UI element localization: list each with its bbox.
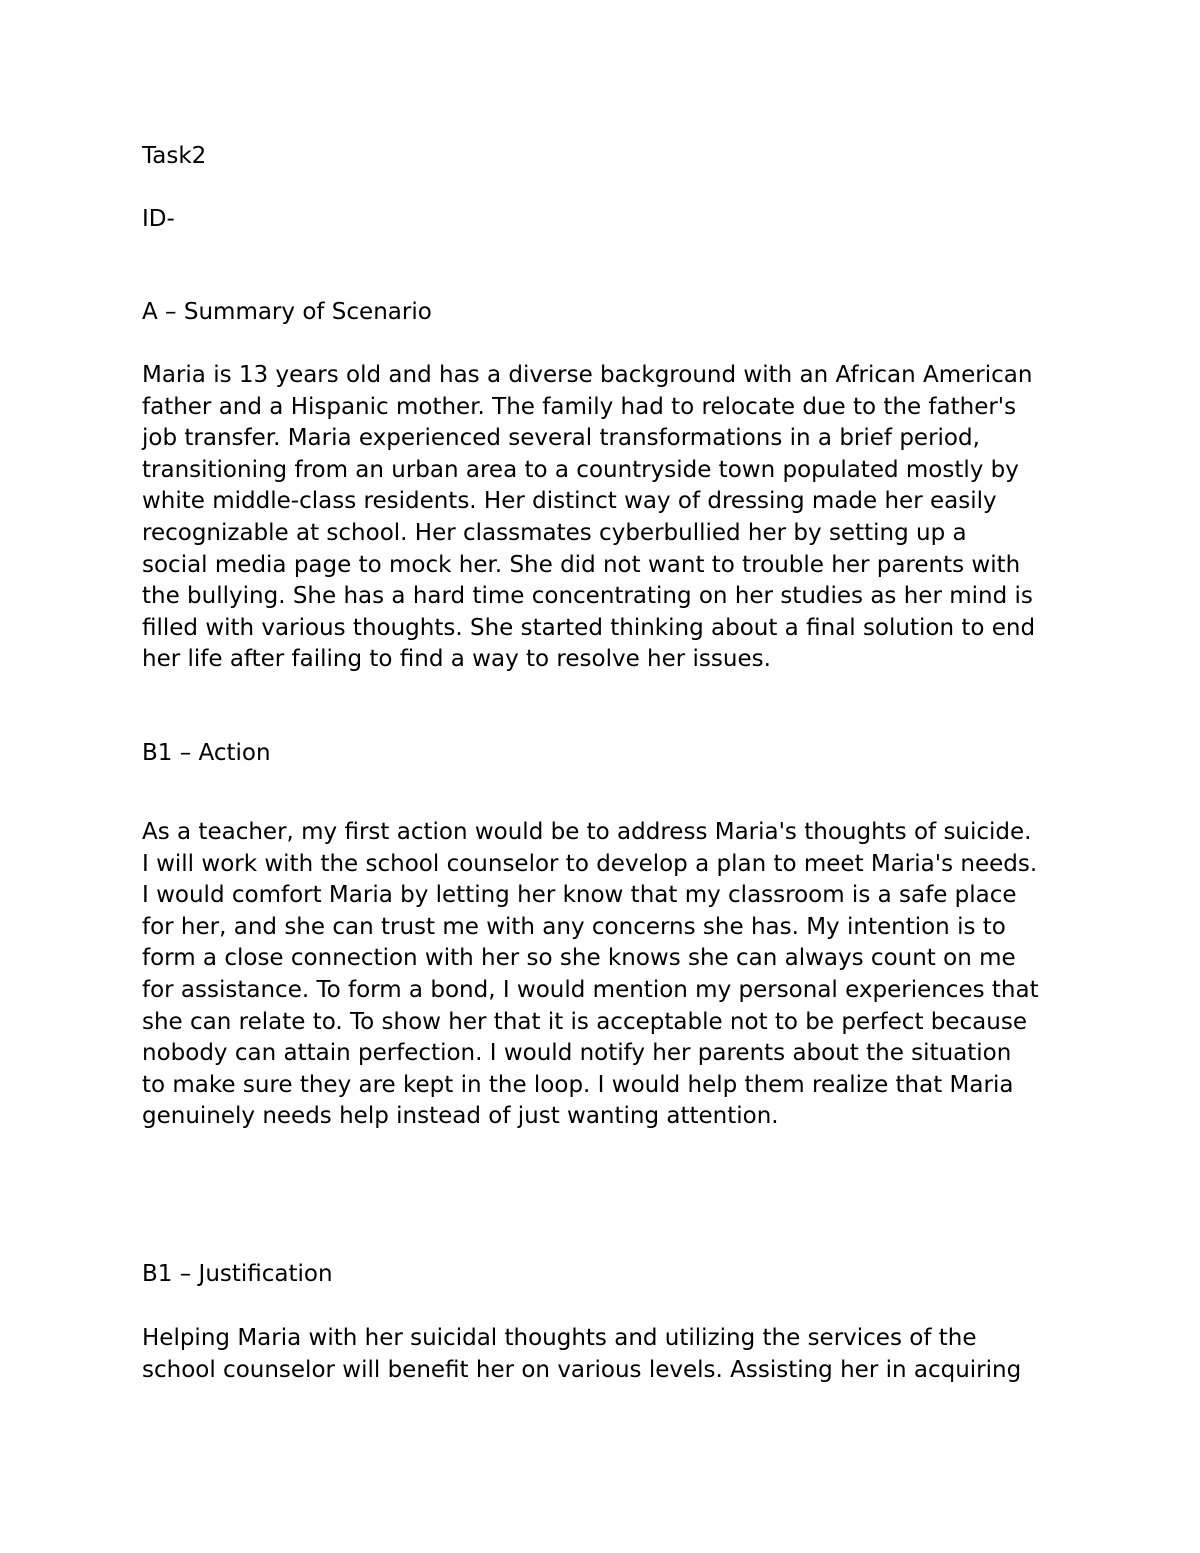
paragraph-line: for her, and she can trust me with any concerns she has. My intention is to: [142, 913, 1006, 940]
paragraph-line: recognizable at school. Her classmates cyberbullied her by setting up a: [142, 519, 967, 546]
paragraph-line: her life after failing to find a way to resolve her issues.: [142, 646, 771, 673]
paragraph-line: form a close connection with her so she knows she can always count on me: [142, 945, 1016, 972]
paragraph-line: I will work with the school counselor to develop a plan to meet Maria's needs.: [142, 850, 1038, 877]
paragraph-line: for assistance. To form a bond, I would mention my personal experiences that: [142, 976, 1039, 1003]
paragraph-line: filled with various thoughts. She started thinking about a final solution to end: [142, 614, 1036, 641]
summary-paragraph: [142, 360, 1082, 676]
paragraph-line: genuinely needs help instead of just wanting attention.: [142, 1103, 779, 1130]
section-heading-justification: B1 – Justification: [142, 1261, 333, 1287]
paragraph-line: social media page to mock her. She did not want to trouble her parents with: [142, 551, 1021, 578]
paragraph-line: As a teacher, my first action would be to address Maria's thoughts of suicide.: [142, 819, 1032, 845]
paragraph-line: Helping Maria with her suicidal thoughts and utilizing the services of the: [142, 1325, 977, 1351]
paragraph-line: school counselor will benefit her on various levels. Assisting her in acquiring: [142, 1356, 1022, 1383]
paragraph-line: father and a Hispanic mother. The family had to relocate due to the father's: [142, 393, 1017, 420]
action-paragraph: [142, 817, 1082, 1133]
section-heading-action: B1 – Action: [142, 740, 271, 766]
justification-paragraph: [142, 1323, 1082, 1386]
paragraph-line: the bullying. She has a hard time concentrating on her studies as her mind is: [142, 583, 1033, 610]
paragraph-line: I would comfort Maria by letting her know that my classroom is a safe place: [142, 882, 1017, 909]
paragraph-line: white middle-class residents. Her distinct way of dressing made her easily: [142, 488, 997, 515]
paragraph-line: Maria is 13 years old and has a diverse background with an African American: [142, 362, 1033, 388]
id-label: ID-: [142, 206, 175, 232]
paragraph-line: to make sure they are kept in the loop. I would help them realize that Maria: [142, 1071, 1014, 1098]
paragraph-line: she can relate to. To show her that it is acceptable not to be perfect because: [142, 1008, 1027, 1035]
paragraph-line: transitioning from an urban area to a countryside town populated mostly by: [142, 456, 1019, 483]
paragraph-line: nobody can attain perfection. I would notify her parents about the situation: [142, 1040, 1012, 1067]
document-title: Task2: [142, 143, 207, 169]
section-heading-summary: A – Summary of Scenario: [142, 299, 432, 325]
paragraph-line: job transfer. Maria experienced several transformations in a brief period,: [142, 425, 980, 452]
